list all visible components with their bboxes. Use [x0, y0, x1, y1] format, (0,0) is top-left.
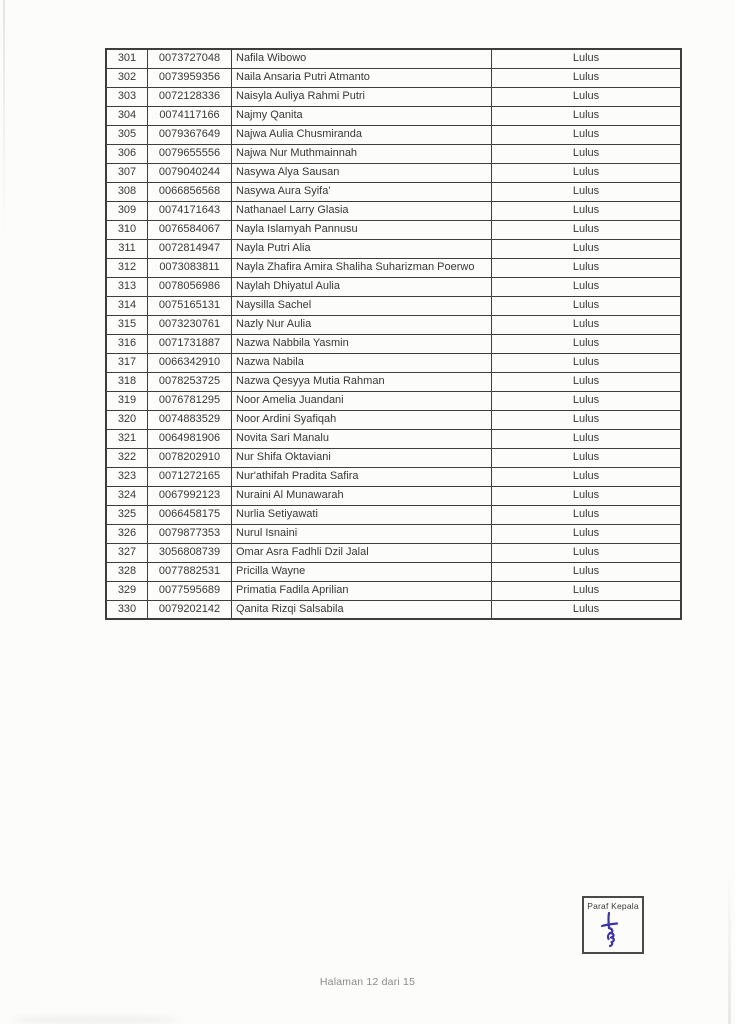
results-table-body: [106, 49, 681, 619]
student-id-cell: 0074117166: [148, 106, 232, 125]
status-cell: Lulus: [492, 372, 682, 391]
scan-artifact-left-edge: [3, 0, 5, 240]
student-name-cell: Nayla Putri Alia: [232, 239, 492, 258]
table-row: [106, 125, 681, 144]
status-cell: Lulus: [492, 467, 682, 486]
row-number-cell: 317: [106, 353, 148, 372]
row-number-cell: 322: [106, 448, 148, 467]
student-name-cell: Nazly Nur Aulia: [232, 315, 492, 334]
row-number-cell: 320: [106, 410, 148, 429]
row-number-cell: 312: [106, 258, 148, 277]
table-row: [106, 258, 681, 277]
page-footer: Halaman 12 dari 15: [319, 976, 416, 988]
table-row: [106, 277, 681, 296]
status-cell: Lulus: [492, 562, 682, 581]
status-cell: Lulus: [492, 49, 682, 68]
row-number-cell: 313: [106, 277, 148, 296]
status-cell: Lulus: [492, 163, 682, 182]
student-id-cell: 0066342910: [148, 353, 232, 372]
row-number-cell: 309: [106, 201, 148, 220]
table-row: [106, 315, 681, 334]
student-id-cell: 0071731887: [148, 334, 232, 353]
row-number-cell: 319: [106, 391, 148, 410]
signature-icon: [598, 911, 628, 949]
status-cell: Lulus: [492, 543, 682, 562]
student-id-cell: 0073727048: [148, 49, 232, 68]
student-name-cell: Nasywa Alya Sausan: [232, 163, 492, 182]
status-cell: Lulus: [492, 87, 682, 106]
student-id-cell: 0078056986: [148, 277, 232, 296]
student-id-cell: 0067992123: [148, 486, 232, 505]
table-row: [106, 68, 681, 87]
row-number-cell: 330: [106, 600, 148, 619]
table-row: [106, 87, 681, 106]
status-cell: Lulus: [492, 277, 682, 296]
table-row: [106, 486, 681, 505]
row-number-cell: 302: [106, 68, 148, 87]
status-cell: Lulus: [492, 391, 682, 410]
status-cell: Lulus: [492, 581, 682, 600]
student-name-cell: Naylah Dhiyatul Aulia: [232, 277, 492, 296]
status-cell: Lulus: [492, 353, 682, 372]
student-id-cell: 0071272165: [148, 467, 232, 486]
row-number-cell: 304: [106, 106, 148, 125]
student-name-cell: Nuraini Al Munawarah: [232, 486, 492, 505]
student-id-cell: 0076584067: [148, 220, 232, 239]
student-name-cell: Nasywa Aura Syifa': [232, 182, 492, 201]
student-id-cell: 0079367649: [148, 125, 232, 144]
row-number-cell: 308: [106, 182, 148, 201]
row-number-cell: 324: [106, 486, 148, 505]
status-cell: Lulus: [492, 448, 682, 467]
status-cell: Lulus: [492, 106, 682, 125]
status-cell: Lulus: [492, 315, 682, 334]
student-id-cell: 0075165131: [148, 296, 232, 315]
results-table: [105, 48, 682, 620]
scan-artifact-right-edge: [728, 870, 731, 1024]
table-row: [106, 543, 681, 562]
student-name-cell: Najwa Aulia Chusmiranda: [232, 125, 492, 144]
student-id-cell: 0079202142: [148, 600, 232, 619]
student-name-cell: Nur'athifah Pradita Safira: [232, 467, 492, 486]
status-cell: Lulus: [492, 524, 682, 543]
table-row: [106, 410, 681, 429]
student-id-cell: 0072128336: [148, 87, 232, 106]
student-name-cell: Noor Ardini Syafiqah: [232, 410, 492, 429]
table-row: [106, 562, 681, 581]
student-id-cell: 0066856568: [148, 182, 232, 201]
status-cell: Lulus: [492, 182, 682, 201]
table-row: [106, 334, 681, 353]
student-name-cell: Najmy Qanita: [232, 106, 492, 125]
status-cell: Lulus: [492, 505, 682, 524]
table-row: [106, 353, 681, 372]
status-cell: Lulus: [492, 239, 682, 258]
row-number-cell: 325: [106, 505, 148, 524]
student-name-cell: Qanita Rizqi Salsabila: [232, 600, 492, 619]
student-id-cell: 0079877353: [148, 524, 232, 543]
student-name-cell: Nazwa Nabila: [232, 353, 492, 372]
student-id-cell: 0074883529: [148, 410, 232, 429]
table-row: [106, 467, 681, 486]
student-id-cell: 0077595689: [148, 581, 232, 600]
student-name-cell: Naila Ansaria Putri Atmanto: [232, 68, 492, 87]
student-id-cell: 0078202910: [148, 448, 232, 467]
student-name-cell: Omar Asra Fadhli Dzil Jalal: [232, 543, 492, 562]
status-cell: Lulus: [492, 410, 682, 429]
student-name-cell: Nayla Zhafira Amira Shaliha Suharizman Poerwo: [232, 258, 492, 277]
student-id-cell: 0073230761: [148, 315, 232, 334]
table-row: [106, 524, 681, 543]
student-name-cell: Nurlia Setiyawati: [232, 505, 492, 524]
student-id-cell: 0073959356: [148, 68, 232, 87]
row-number-cell: 306: [106, 144, 148, 163]
status-cell: Lulus: [492, 125, 682, 144]
student-name-cell: Nurul Isnaini: [232, 524, 492, 543]
student-name-cell: Nayla Islamyah Pannusu: [232, 220, 492, 239]
status-cell: Lulus: [492, 144, 682, 163]
table-row: [106, 372, 681, 391]
table-row: [106, 182, 681, 201]
status-cell: Lulus: [492, 429, 682, 448]
student-id-cell: 0074171643: [148, 201, 232, 220]
table-row: [106, 505, 681, 524]
row-number-cell: 305: [106, 125, 148, 144]
status-cell: Lulus: [492, 220, 682, 239]
table-row: [106, 296, 681, 315]
status-cell: Lulus: [492, 68, 682, 87]
row-number-cell: 315: [106, 315, 148, 334]
student-id-cell: 0064981906: [148, 429, 232, 448]
table-row: [106, 391, 681, 410]
row-number-cell: 323: [106, 467, 148, 486]
student-name-cell: Primatia Fadila Aprilian: [232, 581, 492, 600]
status-cell: Lulus: [492, 296, 682, 315]
row-number-cell: 328: [106, 562, 148, 581]
row-number-cell: 318: [106, 372, 148, 391]
table-row: [106, 144, 681, 163]
row-number-cell: 316: [106, 334, 148, 353]
student-name-cell: Naisyla Auliya Rahmi Putri: [232, 87, 492, 106]
row-number-cell: 329: [106, 581, 148, 600]
paraf-kepala-box: [582, 896, 644, 954]
table-row: [106, 581, 681, 600]
student-id-cell: 0066458175: [148, 505, 232, 524]
row-number-cell: 326: [106, 524, 148, 543]
row-number-cell: 307: [106, 163, 148, 182]
student-name-cell: Noor Amelia Juandani: [232, 391, 492, 410]
table-row: [106, 106, 681, 125]
status-cell: Lulus: [492, 334, 682, 353]
table-row: [106, 239, 681, 258]
student-name-cell: Nur Shifa Oktaviani: [232, 448, 492, 467]
student-id-cell: 3056808739: [148, 543, 232, 562]
student-name-cell: Pricilla Wayne: [232, 562, 492, 581]
status-cell: Lulus: [492, 258, 682, 277]
table-row: [106, 429, 681, 448]
student-name-cell: Nathanael Larry Glasia: [232, 201, 492, 220]
student-id-cell: 0077882531: [148, 562, 232, 581]
row-number-cell: 303: [106, 87, 148, 106]
student-id-cell: 0073083811: [148, 258, 232, 277]
table-row: [106, 201, 681, 220]
row-number-cell: 301: [106, 49, 148, 68]
table-row: [106, 220, 681, 239]
student-id-cell: 0079655556: [148, 144, 232, 163]
row-number-cell: 327: [106, 543, 148, 562]
student-id-cell: 0072814947: [148, 239, 232, 258]
student-name-cell: Nafila Wibowo: [232, 49, 492, 68]
status-cell: Lulus: [492, 486, 682, 505]
row-number-cell: 321: [106, 429, 148, 448]
row-number-cell: 311: [106, 239, 148, 258]
student-name-cell: Novita Sari Manalu: [232, 429, 492, 448]
table-row: [106, 163, 681, 182]
student-name-cell: Nazwa Nabbila Yasmin: [232, 334, 492, 353]
student-id-cell: 0076781295: [148, 391, 232, 410]
student-name-cell: Najwa Nur Muthmainnah: [232, 144, 492, 163]
table-row: [106, 600, 681, 619]
status-cell: Lulus: [492, 201, 682, 220]
row-number-cell: 314: [106, 296, 148, 315]
status-cell: Lulus: [492, 600, 682, 619]
row-number-cell: 310: [106, 220, 148, 239]
scan-artifact-bottom-smudge: [10, 1016, 180, 1024]
student-name-cell: Naysilla Sachel: [232, 296, 492, 315]
student-name-cell: Nazwa Qesyya Mutia Rahman: [232, 372, 492, 391]
student-id-cell: 0079040244: [148, 163, 232, 182]
table-row: [106, 49, 681, 68]
student-id-cell: 0078253725: [148, 372, 232, 391]
paraf-kepala-label: Paraf Kepala: [587, 901, 639, 911]
table-row: [106, 448, 681, 467]
